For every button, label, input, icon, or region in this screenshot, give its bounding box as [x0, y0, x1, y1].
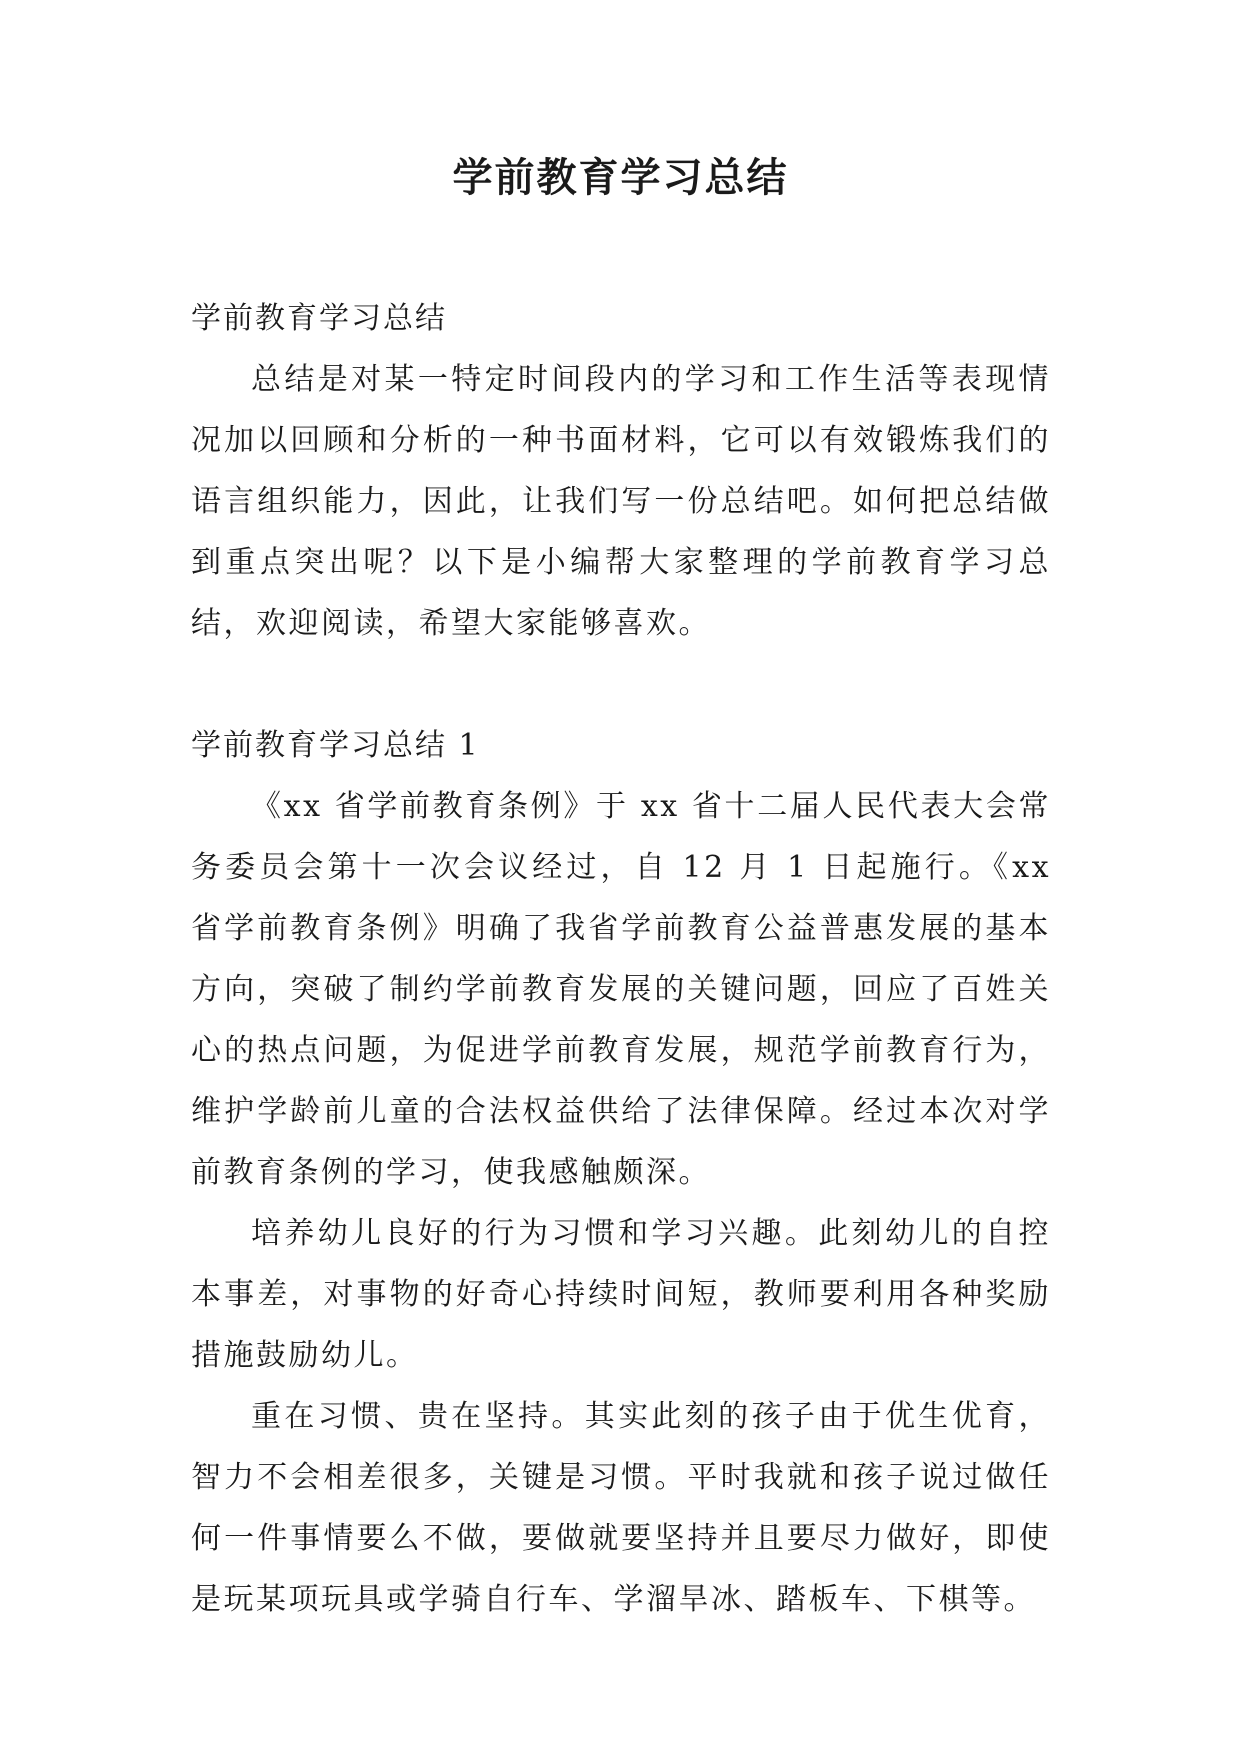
document-title: 学前教育学习总结 [452, 155, 789, 201]
section1-heading: 学前教育学习总结 1 [191, 728, 480, 763]
intro-heading: 学前教育学习总结 [191, 301, 447, 336]
section1-paragraph-3: 重在习惯、贵在坚持。其实此刻的孩子由于优生优育，智力不会相差很多，关键是习惯。平时我就和孩子说过做任何一件事情要么不做，要做就要坚持并且要尽力做好，即使是玩某项玩具或学骑自行车、学溜旱冰、踏板车、下棋等。 [191, 1399, 1051, 1617]
section1-paragraph-1: 《xx 省学前教育条例》于 xx 省十二届人民代表大会常务委员会第十一次会议经过，自 12 月 1 日起施行。《xx 省学前教育条例》明确了我省学前教育公益普惠发展的基本方向，突破了制约学前教育发展的关键问题，回应了百姓关心的热点问题，为促进学前教育发展，规范学前教育行为，维护学龄前儿童的合法权益供给了法律保障。经过本次对学前教育条例的学习，使我感触颇深。 [191, 789, 1051, 1190]
section1-paragraph-2: 培养幼儿良好的行为习惯和学习兴趣。此刻幼儿的自控本事差，对事物的好奇心持续时间短，教师要利用各种奖励措施鼓励幼儿。 [191, 1216, 1051, 1373]
section-spacer [191, 654, 1051, 715]
document-body [191, 288, 1051, 1630]
intro-paragraph: 总结是对某一特定时间段内的学习和工作生活等表现情况加以回顾和分析的一种书面材料，它可以有效锻炼我们的语言组织能力，因此，让我们写一份总结吧。如何把总结做到重点突出呢？以下是小编帮大家整理的学前教育学习总结，欢迎阅读，希望大家能够喜欢。 [191, 362, 1051, 641]
